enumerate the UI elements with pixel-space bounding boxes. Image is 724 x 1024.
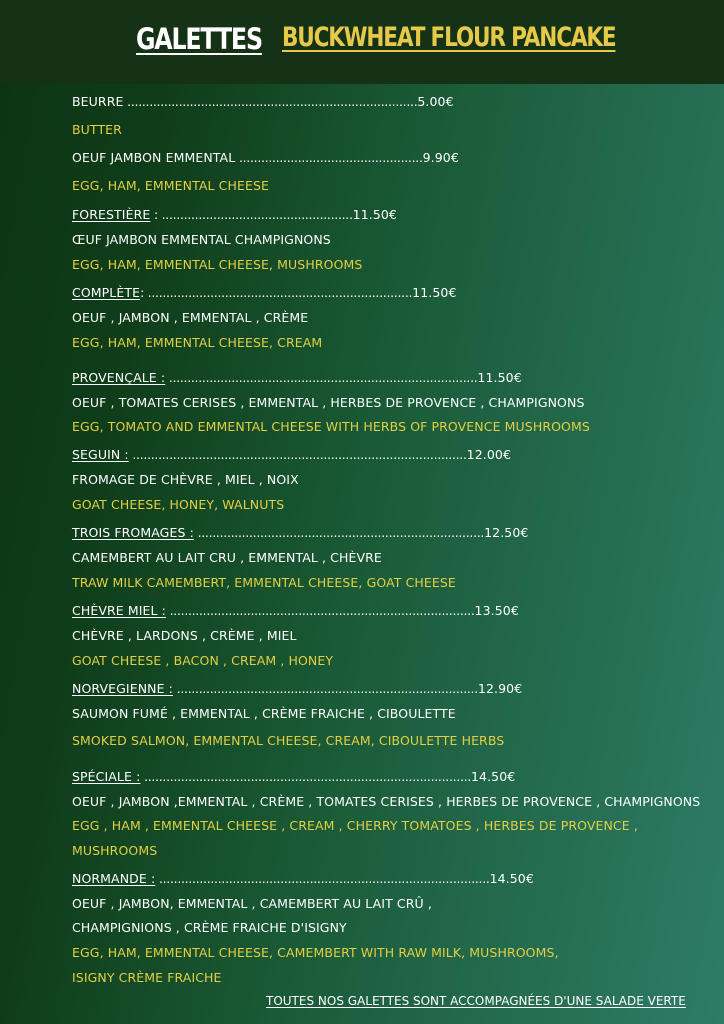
menu-item-price: 5.00€	[417, 94, 454, 109]
menu-item-english: EGG, HAM, EMMENTAL CHEESE, MUSHROOMS	[72, 257, 363, 272]
dot-leader: ....................................................................................	[165, 370, 478, 385]
page-subtitle: BUCKWHEAT FLOUR PANCAKE	[282, 22, 616, 53]
menu-item-name: PROVENÇALE :	[72, 370, 166, 385]
menu-item-english: EGG , HAM , EMMENTAL CHEESE , CREAM , CHERRY TOMATOES , HERBES DE PROVENCE ,	[72, 818, 638, 833]
menu-item-english: EGG, TOMATO AND EMMENTAL CHEESE WITH HERBS OF PROVENCE MUSHROOMS	[72, 419, 590, 434]
menu-item-price: 14.50€	[471, 769, 516, 784]
menu-item-price: 12.00€	[466, 447, 511, 462]
menu-item-ingredients: CHÈVRE , LARDONS , CRÈME , MIEL	[72, 628, 297, 643]
dot-leader: : ........................................................................	[140, 285, 413, 300]
menu-item-heading	[72, 525, 528, 541]
menu-item-english: MUSHROOMS	[72, 843, 158, 858]
menu-item-price: 12.90€	[477, 681, 523, 696]
menu-item-price: 14.50€	[489, 871, 534, 886]
dot-leader: ...............................................................................	[123, 94, 418, 109]
dot-leader: ..................................................	[235, 150, 423, 165]
menu-item-ingredients: OEUF , TOMATES CERISES , EMMENTAL , HERBES DE PROVENCE , CHAMPIGNONS	[72, 395, 585, 410]
menu-item-ingredients: CAMEMBERT AU LAIT CRU , EMMENTAL , CHÈVRE	[72, 550, 382, 565]
menu-item-name: TROIS FROMAGES :	[72, 525, 194, 540]
menu-item-english: SMOKED SALMON, EMMENTAL CHEESE, CREAM, CIBOULETTE HERBS	[72, 733, 505, 748]
dot-leader: .........................................................................................	[140, 769, 471, 784]
menu-item-heading	[72, 94, 454, 110]
menu-item-heading	[72, 370, 522, 386]
menu-item-heading	[72, 681, 522, 697]
dot-leader: ..........................................................................................	[155, 871, 490, 886]
menu-item-price: 12.50€	[484, 525, 529, 540]
dot-leader: : ....................................................	[150, 207, 353, 222]
menu-item-price: 9.90€	[422, 150, 459, 165]
menu-item-heading	[72, 769, 515, 785]
menu-item-name: OEUF JAMBON EMMENTAL	[72, 150, 236, 165]
dot-leader: ...................................................................................	[165, 603, 475, 618]
page-title: GALETTES	[136, 22, 262, 56]
menu-item-ingredients: OEUF , JAMBON , EMMENTAL , CRÈME	[72, 310, 309, 325]
menu-item-english: EGG, HAM, EMMENTAL CHEESE, CAMEMBERT WITH RAW MILK, MUSHROOMS,	[72, 945, 559, 960]
menu-item-english: EGG, HAM, EMMENTAL CHEESE, CREAM	[72, 335, 323, 350]
menu-item-name: FORESTIÈRE	[72, 207, 151, 222]
menu-item-name: COMPLÈTE	[72, 285, 141, 300]
menu-item-name: SPÉCIALE :	[72, 769, 141, 784]
menu-item-price: 11.50€	[412, 285, 457, 300]
menu-item-price: 13.50€	[474, 603, 519, 618]
menu-item-heading	[72, 150, 459, 166]
menu-item-heading	[72, 871, 534, 887]
menu-item-ingredients: OEUF , JAMBON ,EMMENTAL , CRÈME , TOMATES CERISES , HERBES DE PROVENCE , CHAMPIGNONS	[72, 794, 701, 809]
menu-item-english: GOAT CHEESE, HONEY, WALNUTS	[72, 497, 285, 512]
menu-item-ingredients: FROMAGE DE CHÈVRE , MIEL , NOIX	[72, 472, 299, 487]
menu-item-heading	[72, 447, 511, 463]
menu-item-english: TRAW MILK CAMEMBERT, EMMENTAL CHEESE, GOAT CHEESE	[72, 575, 456, 590]
dot-leader: ..............................................................................	[193, 525, 485, 540]
menu-item-name: SEGUIN :	[72, 447, 129, 462]
menu-item-ingredients: ŒUF JAMBON EMMENTAL CHAMPIGNONS	[72, 232, 331, 247]
menu-item-ingredients: OEUF , JAMBON, EMMENTAL , CAMEMBERT AU LAIT CRÛ ,	[72, 896, 432, 911]
menu-item-price: 11.50€	[352, 207, 397, 222]
menu-item-ingredients: CHAMPIGNIONS , CRÈME FRAICHE D'ISIGNY	[72, 920, 347, 935]
menu-item-english: GOAT CHEESE , BACON , CREAM , HONEY	[72, 653, 334, 668]
menu-item-price: 11.50€	[477, 370, 522, 385]
menu-item-english: BUTTER	[72, 122, 122, 137]
menu-item-heading	[72, 285, 457, 301]
menu-item-english: EGG, HAM, EMMENTAL CHEESE	[72, 178, 270, 193]
footer-note: TOUTES NOS GALETTES SONT ACCOMPAGNÉES D'UNE SALADE VERTE	[266, 994, 686, 1008]
menu-item-name: BEURRE	[72, 94, 124, 109]
menu-item-heading	[72, 603, 519, 619]
header-bar	[0, 0, 724, 84]
dot-leader: ...........................................................................................	[128, 447, 467, 462]
menu-item-name: CHÈVRE MIEL :	[72, 603, 166, 618]
menu-item-heading	[72, 207, 397, 223]
menu-item-name: NORMANDE :	[72, 871, 156, 886]
menu-item-english: ISIGNY CRÈME FRAICHE	[72, 970, 222, 985]
menu-item-ingredients: SAUMON FUMÉ , EMMENTAL , CRÈME FRAICHE , CIBOULETTE	[72, 706, 456, 721]
menu-item-name: NORVEGIENNE :	[72, 681, 173, 696]
dot-leader: ..................................................................................	[173, 681, 478, 696]
